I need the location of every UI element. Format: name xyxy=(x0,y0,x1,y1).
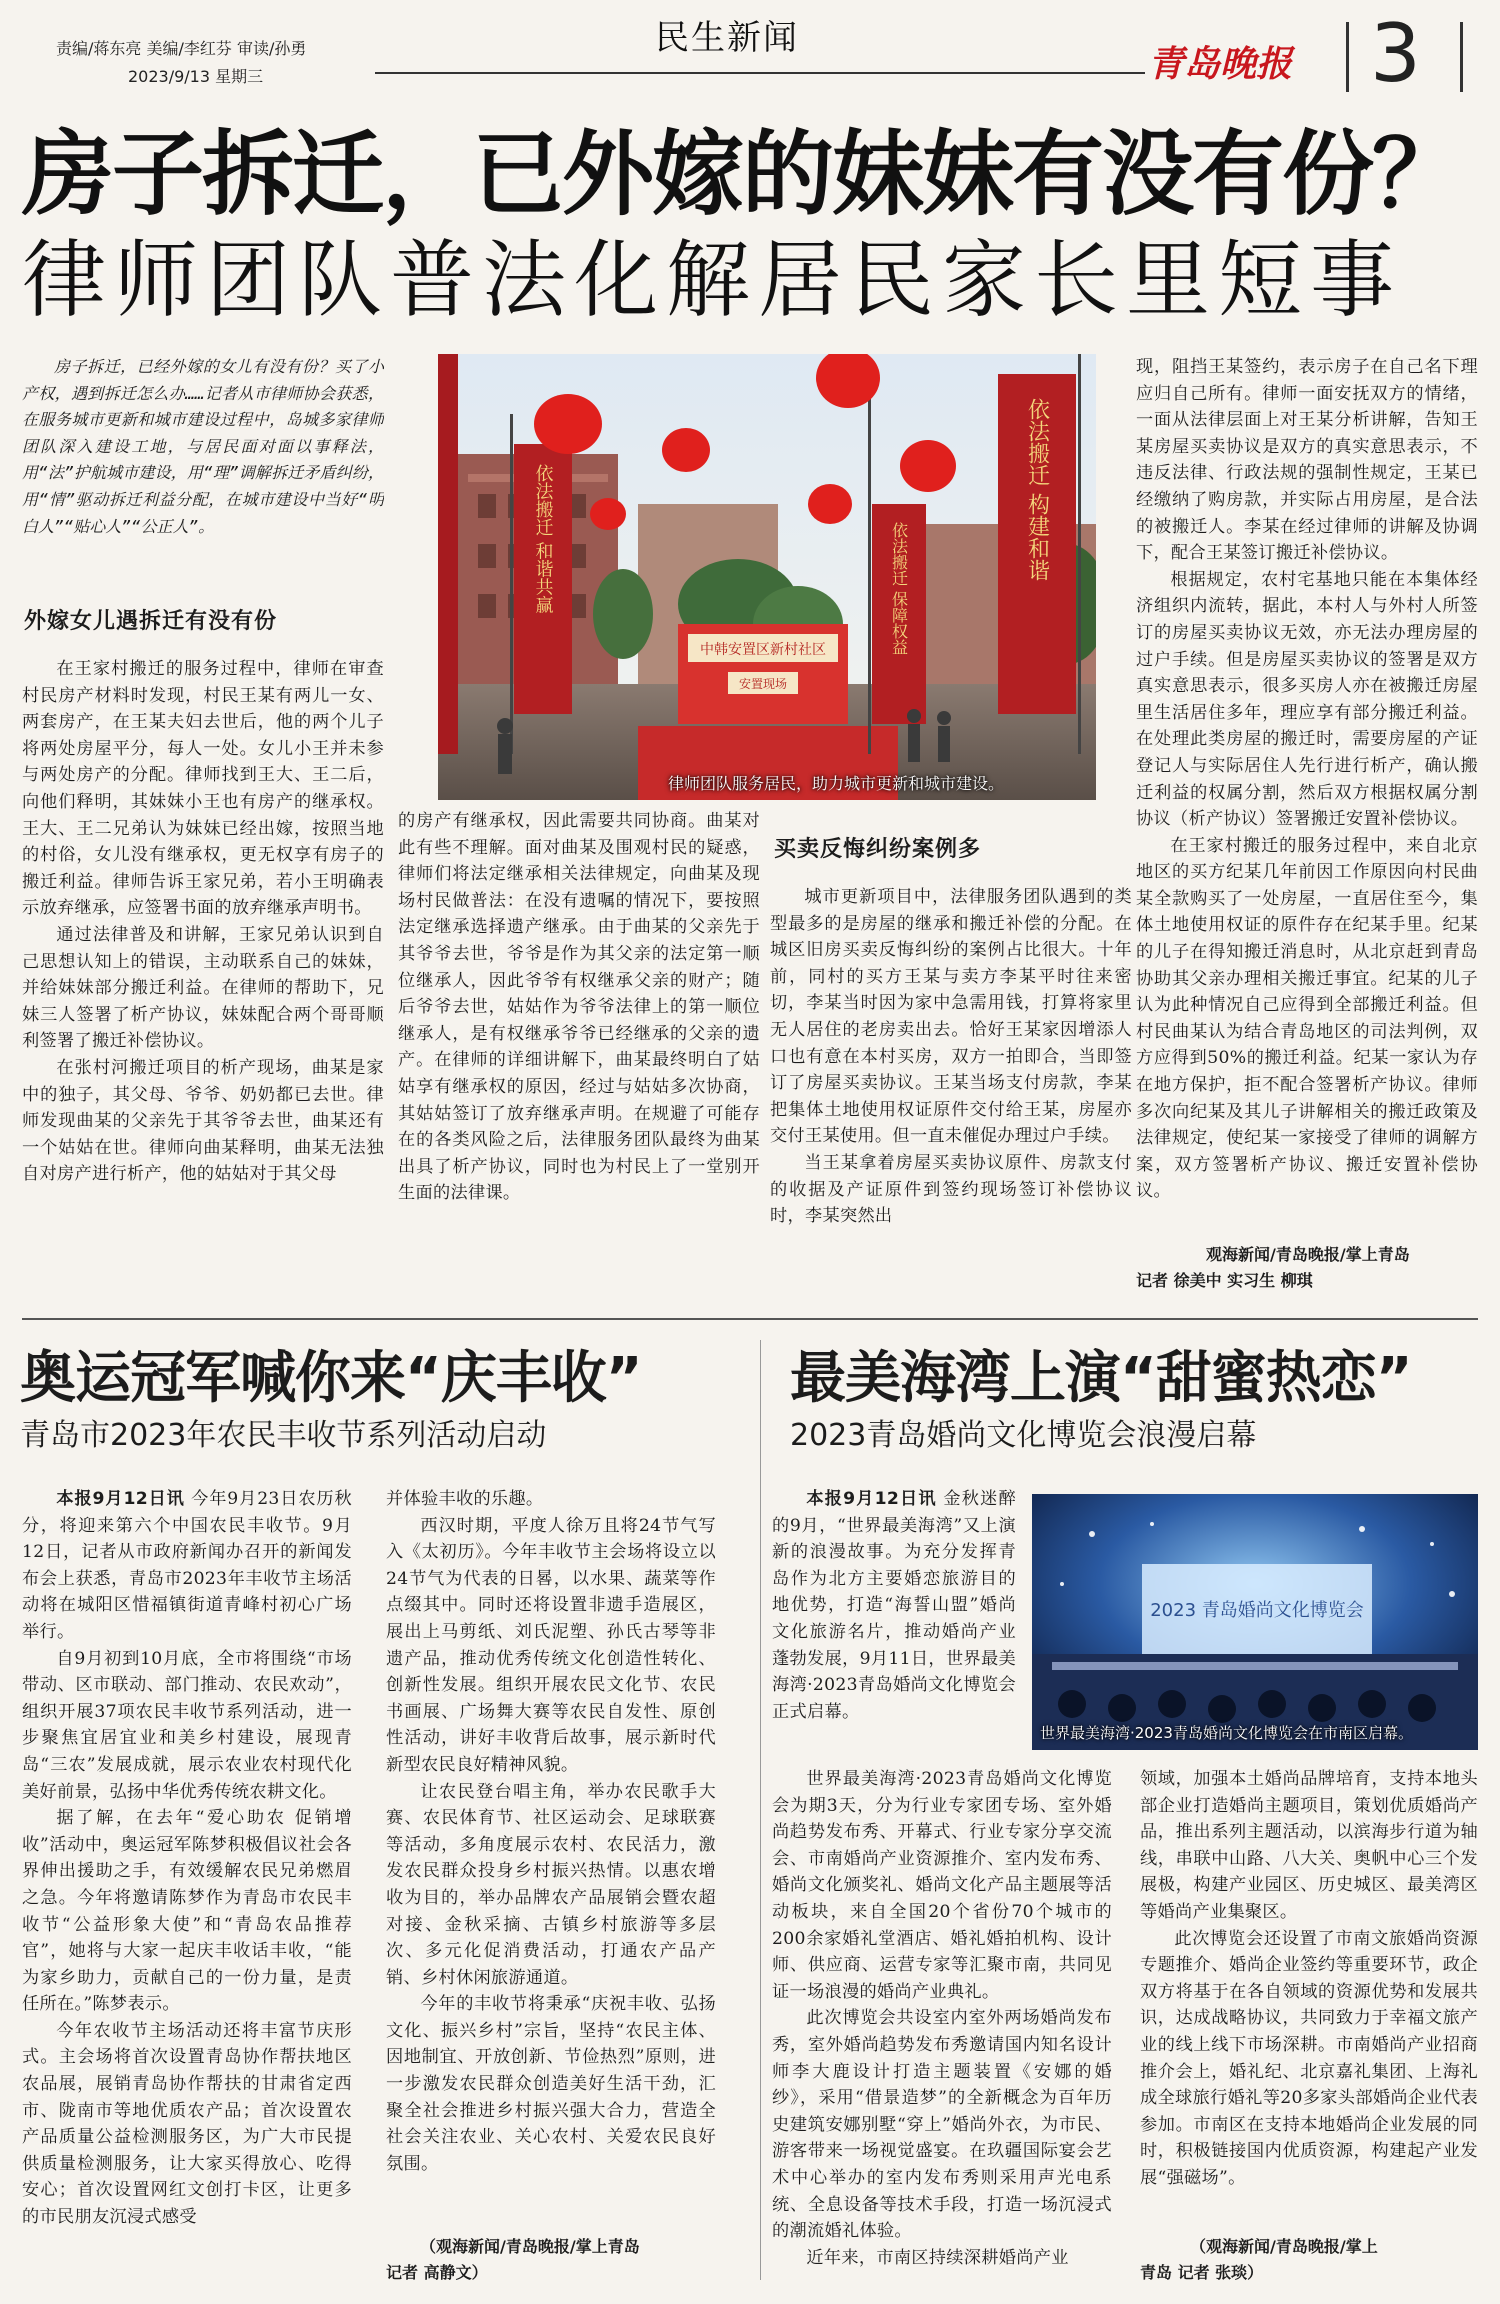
main-paragraph: 城市更新项目中，法律服务团队遇到的类型最多的是房屋的继承和搬迁补偿的分配。在城区旧房买卖反悔纠纷的案例占比很大。十年前，同村的买方王某与卖方李某平时往来密切，李某当时因为家中急需用钱，打算将家里无人居住的老房卖出去。恰好王某家因增添人口也有意在本村买房，双方一拍即合，当即签订了房屋买卖协议。王某当场支付房款，李某把集体土地使用权证原件交付给王某，房屋亦交付王某使用。但一直未催促办理过户手续。 xyxy=(770,887,1132,1147)
photo-banner-mid: 依法搬迁 保障权益 xyxy=(889,522,909,656)
main-paragraph: 根据规定，农村宅基地只能在本集体经济组织内流转，据此，本村人与外村人所签订的房屋买卖协议无效，亦无法办理房屋的过户手续。但是房屋买卖协议的签署是双方真实意思表示，很多买房人亦在被搬迁房屋里生活居住多年，理应享有部分搬迁利益。在处理此类房屋的搬迁时，需要房屋的产证登记人与实际居住人先行进行析产，确认搬迁利益的权属分割，然后双方根据权属分割协议（析产协议）签署搬迁安置补偿协议。 xyxy=(1136,569,1478,830)
story2-paragraph: 今年的丰收节将秉承“庆祝丰收、弘扬文化、振兴乡村”宗旨，坚持“农民主体、因地制宜、开放创新、节俭热烈”原则，进一步激发农民群众创造美好生活干劲，汇聚全社会推进乡村振兴强大合力，营造全社会关注农业、关心农村、关爱农民良好氛围。 xyxy=(386,1994,716,2174)
main-col-3 xyxy=(770,884,1132,1298)
story2-paragraph: 让农民登台唱主角，举办农民歌手大赛、农民体育节、社区运动会、足球联赛等活动，多角度展示农村、农民活力，激发农民群众投身乡村振兴热情。以惠农增收为目的，举办品牌农产品展销会暨农超对接、金秋采摘、古镇乡村旅游等多层次、多元化促消费活动，打通农产品产销、乡村休闲旅游通道。 xyxy=(386,1781,716,1988)
story3-lead xyxy=(772,1486,1016,1758)
main-paragraph: 的房产有继承权，因此需要共同协商。曲某对此有些不理解。面对曲某及围观村民的疑惑，律师们将法定继承相关法律规定，向曲某及现场村民做普法：在没有遗嘱的情况下，要按照法定继承选择遗产继承。由于曲某的父亲先于其爷爷去世，爷爷是作为其父亲的法定第一顺位继承人，因此爷爷有权继承父亲的财产；随后爷爷去世，姑姑作为爷爷法律上的第一顺位继承人，是有权继承爷爷已经继承的父亲的遗产。在律师的详细讲解下，曲某最终明白了姑姑享有继承权的原因，经过与姑姑多次协商，其姑姑签订了放弃继承声明。在规避了可能存在的各类风险之后，法律服务团队最终为曲某出具了析产协议，同时也为村民上了一堂别开生面的法律课。 xyxy=(398,811,760,1204)
main-paragraph: 在王家村搬迁的服务过程中，来自北京地区的买方纪某几年前因工作原因向村民曲某全款购买了一处房屋，一直居住至今，集体土地使用权证的原件存在纪某手里。纪某的儿子在得知搬迁消息时，从北京赶到青岛协助其父亲办理相关搬迁事宜。纪某的儿子认为此种情况自己应得到全部搬迁利益。但村民曲某认为结合青岛地区的司法判例，双方应得到50%的搬迁利益。纪某一家认为存在地方保护，拒不配合签署析产协议。律师多次向纪某及其儿子讲解相关的搬迁政策及法律规定，使纪某一家接受了律师的调解方案，双方签署析产协议、搬迁安置补偿协议。 xyxy=(1136,835,1478,1202)
story2-lead-label: 本报9月12日讯 xyxy=(56,1489,185,1509)
header-divider-right xyxy=(1460,22,1463,92)
main-subhead-1: 外嫁女儿遇拆迁有没有份 xyxy=(24,609,278,634)
main-headline: 房子拆迁，已外嫁的妹妹有没有份？ xyxy=(22,121,1463,228)
story2-byline-1: （观海新闻/青岛晚报/掌上青岛 xyxy=(420,2237,640,2256)
photo-banner-left: 依法搬迁 和谐共赢 xyxy=(532,464,554,614)
story3-lead-text: 金秋迷醉的9月，“世界最美海湾”又上演新的浪漫故事。为充分发挥青岛作为北方主要婚恋旅游目的地优势，打造“海誓山盟”婚尚文化旅游名片，推动婚尚产业蓬勃发展，9月11日，世界最美海湾·2023青岛婚尚文化博览会正式启幕。 xyxy=(772,1489,1016,1722)
section-divider xyxy=(22,1318,1478,1320)
main-col-1 xyxy=(22,656,384,1296)
story2-paragraph: 据了解，在去年“爱心助农 促销增收”活动中，奥运冠军陈梦积极倡议社会各界伸出援助之手，有效缓解农民兄弟燃眉之急。今年将邀请陈梦作为青岛市农民丰收节“公益形象大使”和“青岛农品推荐官”，她将与大家一起庆丰收话丰收，“能为家乡助力，贡献自己的一份力量，是责任所在。”陈梦表示。 xyxy=(22,1808,352,2015)
story2-paragraph: 今年农收节主场活动还将丰富节庆形式。主会场将首次设置青岛协作帮扶地区农品展，展销青岛协作帮扶的甘肃省定西市、陇南市等地优质农产品；首次设置农产品质量公益检测服务区，为广大市民提供质量检测服务，让大家买得放心、吃得安心；首次设置网红文创打卡区，让更多的市民朋友沉浸式感受 xyxy=(22,2020,352,2228)
main-paragraph: 当王某拿着房屋买卖协议原件、房款支付的收据及产证原件到签约现场签订补偿协议时，李某突然出 xyxy=(770,1152,1132,1227)
stage-screen-text: 2023 青岛婚尚文化博览会 xyxy=(1150,1600,1364,1621)
story2-paragraph: 西汉时期，平度人徐万且将24节气写入《太初历》。今年丰收节主会场将设立以24节气为代表的日晷，以水果、蔬菜等作点缀其中。同时还将设置非遗手造展区，展出上马剪纸、刘氏泥塑、孙氏古琴等非遗产品，推动优秀传统文化创造性转化、创新性发展。组织开展农民文化节、农民书画展、广场舞大赛等农民自发性、原创性活动，讲好丰收背后故事，展示新时代新型农民良好精神风貌。 xyxy=(386,1515,716,1775)
story3-lead-label: 本报9月12日讯 xyxy=(806,1489,937,1509)
story3-photo-scene xyxy=(1032,1494,1478,1750)
story3-paragraph: 领域，加强本土婚尚品牌培育，支持本地头部企业打造婚尚主题项目，策划优质婚尚产品，推出系列主题活动，以滨海步行道为轴线，串联中山路、八大关、奥帆中心三个发展极，构建产业园区、历史城区、最美湾区等婚尚产业集聚区。 xyxy=(1140,1769,1478,1922)
photo-banner-right: 依法搬迁 构建和谐 xyxy=(1024,398,1050,581)
main-byline-1: 观海新闻/青岛晚报/掌上青岛 xyxy=(1206,1245,1410,1264)
main-paragraph: 通过法律普及和讲解，王家兄弟认识到自己思想认知上的错误，主动联系自己的妹妹，并给妹妹部分搬迁利益。在律师的帮助下，兄妹三人签署了析产协议，妹妹配合两个哥哥顺利签署了搬迁补偿协议。 xyxy=(22,924,384,1052)
story3-photo xyxy=(1032,1494,1478,1750)
story2-paragraph: 今年9月23日农历秋分，将迎来第六个中国农民丰收节。9月12日，记者从市政府新闻办召开的新闻发布会上获悉，青岛市2023年丰收节主场活动将在城阳区惜福镇街道青峰村初心广场举行。 xyxy=(22,1489,352,1642)
column-divider xyxy=(760,1340,761,2280)
main-paragraph: 现，阻挡王某签约，表示房子在自己名下理应归自己所有。律师一面安抚双方的情绪，一面从法律层面上对王某分析讲解，告知王某房屋买卖协议是双方的真实意思表示，不违反法律、行政法规的强制性规定，王某已经缴纳了购房款，并实际占用房屋，是合法的被搬迁人。李某在经过律师的讲解及协调下，配合王某签订搬迁补偿协议。 xyxy=(1136,357,1478,564)
section-title: 民生新闻 xyxy=(655,18,799,58)
story2-byline-2: 记者 高静文） xyxy=(386,2263,488,2282)
gate-sub-sign: 安置现场 xyxy=(738,677,788,691)
story2-subheadline: 青岛市2023年农民丰收节系列活动启动 xyxy=(20,1418,547,1453)
story3-paragraph: 此次博览会共设室内室外两场婚尚发布秀，室外婚尚趋势发布秀邀请国内知名设计师李大鹿设计打造主题装置《安娜的婚纱》，采用“借景造梦”的全新概念为百年历史建筑安娜别墅“穿上”婚尚外衣，为市民、游客带来一场视觉盛宴。在玖疆国际宴会艺术中心举办的室内发布秀则采用声光电系统、全息设备等技术手段，打造一场沉浸式的潮流婚礼体验。 xyxy=(772,2008,1112,2242)
story2-headline: 奥运冠军喊你来“庆丰收” xyxy=(20,1346,642,1411)
story3-col-1 xyxy=(772,1766,1112,2286)
main-col-2 xyxy=(398,808,760,1298)
story3-paragraph: 此次博览会还设置了市南文旅婚尚资源专题推介、婚尚企业签约等重要环节，政企双方将基于在各自领域的资源优势和发展共识，达成战略协议，共同致力于幸福文旅产业的线上线下市场深耕。市南婚尚产业招商推介会上，婚礼纪、北京嘉礼集团、上海礼成全球旅行婚礼等20多家头部婚尚企业代表参加。市南区在支持本地婚尚企业发展的同时，积极链接国内优质资源，构建起产业发展“强磁场”。 xyxy=(1140,1928,1478,2188)
story2-col-1 xyxy=(22,1486,352,2286)
story3-byline-1: （观海新闻/青岛晚报/掌上 xyxy=(1190,2237,1378,2256)
gate-sign: 中韩安置区新村社区 xyxy=(700,642,826,658)
main-subhead-2: 买卖反悔纠纷案例多 xyxy=(774,837,982,862)
story3-headline: 最美海湾上演“甜蜜热恋” xyxy=(790,1346,1412,1411)
main-subheadline: 律师团队普法化解居民家长里短事 xyxy=(22,231,1403,329)
main-paragraph: 在张村河搬迁项目的析产现场，曲某是家中的独子，其父母、爷爷、奶奶都已去世。律师发现曲某的父亲先于其爷爷去世，曲某还有一个姑姑在世。律师向曲某释明，曲某无法独自对房产进行析产，他的姑姑对于其父母 xyxy=(22,1057,384,1185)
main-col-4 xyxy=(1136,354,1478,1234)
story2-paragraph: 并体验丰收的乐趣。 xyxy=(386,1489,544,1509)
main-intro xyxy=(22,354,384,586)
main-photo-caption: 律师团队服务居民，助力城市更新和城市建设。 xyxy=(668,774,1005,793)
page-number: 3 xyxy=(1370,7,1421,100)
header-rule-thin xyxy=(375,72,1145,74)
story3-byline-2: 青岛 记者 张琰） xyxy=(1140,2263,1264,2282)
story3-col-2 xyxy=(1140,1766,1478,2226)
story2-paragraph: 自9月初到10月底，全市将围绕“市场带动、区市联动、部门推动、农民欢动”，组织开展37项农民丰收节系列活动，进一步聚焦宜居宜业和美乡村建设，展现青岛“三农”发展成就，展示农业农村现代化美好前景，弘扬中华优秀传统农耕文化。 xyxy=(22,1648,352,1802)
story3-subheadline: 2023青岛婚尚文化博览会浪漫启幕 xyxy=(790,1418,1257,1453)
story2-col-2 xyxy=(386,1486,716,2230)
story3-paragraph: 近年来，市南区持续深耕婚尚产业 xyxy=(806,2247,1069,2268)
main-photo-scene xyxy=(438,354,1096,800)
story3-photo-caption: 世界最美海湾·2023青岛婚尚文化博览会在市南区启幕。 xyxy=(1040,1724,1413,1742)
header-divider-left xyxy=(1346,22,1349,92)
main-photo xyxy=(438,354,1096,800)
story3-paragraph: 世界最美海湾·2023青岛婚尚文化博览会为期3天，分为行业专家团专场、室外婚尚趋势发布秀、开幕式、行业专家分享交流会、市南婚尚产业资源推介、室内发布秀、婚尚文化颁奖礼、婚尚文化产品主题展等活动板块，来自全国20个省份70个城市的200余家婚礼堂酒店、婚礼婚拍机构、设计师、供应商、运营专家等汇聚市南，共同见证一场浪漫的婚尚产业典礼。 xyxy=(772,1769,1112,2002)
main-paragraph: 在王家村搬迁的服务过程中，律师在审查村民房产材料时发现，村民王某有两儿一女、两套房产，在王某夫妇去世后，他的两个儿子将两处房屋平分，每人一处。女儿小王并未参与两处房产的分配。律师找到王大、王二后，向他们释明，其妹妹小王也有房产的继承权。王大、王二兄弟认为妹妹已经出嫁，按照当地的村俗，女儿没有继承权，更无权享有房子的搬迁利益。律师告诉王家兄弟，若小王明确表示放弃继承，应签署书面的放弃继承声明书。 xyxy=(22,659,384,919)
header-date: 2023/9/13 星期三 xyxy=(128,67,264,86)
main-byline-2: 记者 徐美中 实习生 柳琪 xyxy=(1136,1271,1313,1290)
paper-logo: 青岛晚报 xyxy=(1148,43,1293,85)
header-credits: 责编/蒋东亮 美编/李红芬 审读/孙勇 xyxy=(56,39,307,58)
main-intro-text: 房子拆迁，已经外嫁的女儿有没有份？买了小产权，遇到拆迁怎么办……记者从市律师协会获悉，在服务城市更新和城市建设过程中，岛城多家律师团队深入建设工地，与居民面对面以事释法，用“法”护航城市建设，用“理”调解拆迁矛盾纠纷，用“情”驱动拆迁利益分配，在城市建设中当好“明白人”“贴心人”“公正人”。 xyxy=(22,357,384,536)
